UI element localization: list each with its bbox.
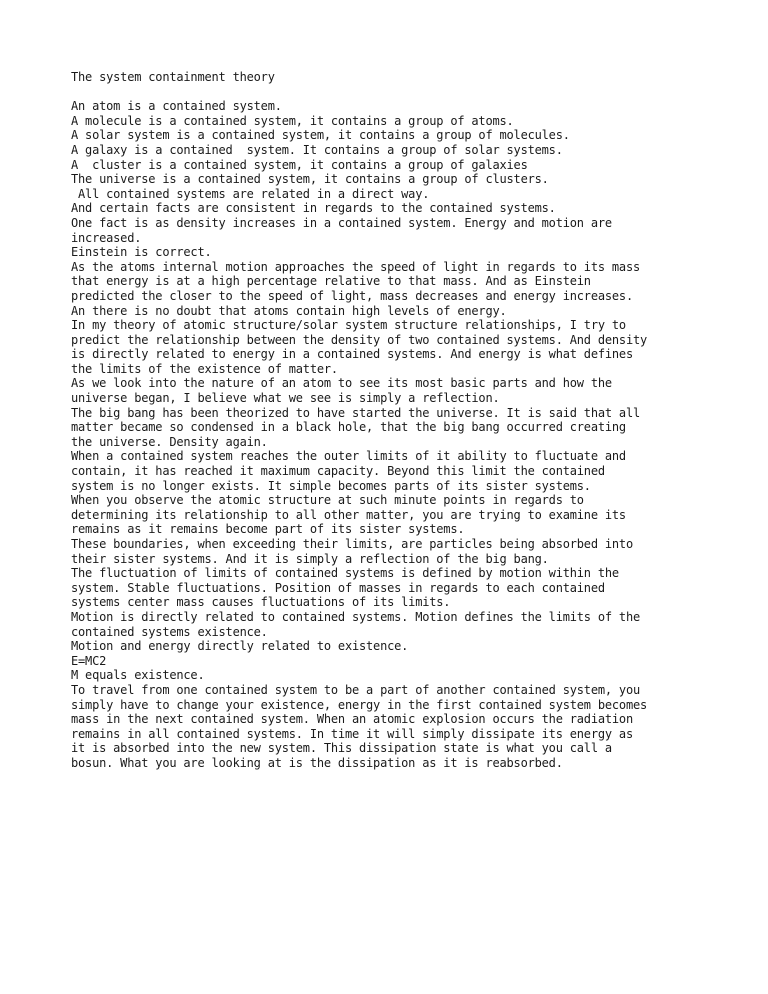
text-line: All contained systems are related in a direct way.	[71, 186, 430, 201]
text-line: The big bang has been theorized to have started the universe. It is said that all	[71, 405, 640, 420]
text-line: that energy is at a high percentage relative to that mass. And as Einstein	[71, 274, 591, 289]
text-line: When a contained system reaches the outer limits of it ability to fluctuate and	[71, 449, 626, 464]
text-line: the limits of the existence of matter.	[71, 361, 338, 376]
text-line: is directly related to energy in a contained systems. And energy is what defines	[71, 347, 633, 362]
text-line: universe began, I believe what we see is simply a reflection.	[71, 391, 500, 406]
text-line: remains as it remains become part of its sister systems.	[71, 522, 465, 537]
text-line: remains in all contained systems. In time it will simply dissipate its energy as	[71, 726, 633, 741]
text-line: The fluctuation of limits of contained systems is defined by motion within the	[71, 566, 619, 581]
text-line: And certain facts are consistent in regards to the contained systems.	[71, 201, 556, 216]
text-line: predict the relationship between the density of two contained systems. And density	[71, 332, 648, 347]
text-line: One fact is as density increases in a contained system. Energy and motion are	[71, 215, 612, 230]
text-line: simply have to change your existence, energy in the first contained system becomes	[71, 697, 648, 712]
text-line: An atom is a contained system.	[71, 99, 282, 114]
text-line: These boundaries, when exceeding their limits, are particles being absorbed into	[71, 537, 633, 551]
text-line: Motion and energy directly related to existence.	[71, 639, 409, 654]
text-line: contained systems existence.	[71, 624, 268, 639]
document-body	[71, 70, 711, 771]
text-line: M equals existence.	[71, 668, 205, 683]
text-line: contain, it has reached it maximum capacity. Beyond this limit the contained	[71, 464, 605, 479]
text-line: their sister systems. And it is simply a reflection of the big bang.	[71, 551, 549, 566]
text-line: predicted the closer to the speed of light, mass decreases and energy increases.	[71, 288, 633, 303]
text-line: it is absorbed into the new system. This dissipation state is what you call a	[71, 741, 612, 756]
text-line: system. Stable fluctuations. Position of masses in regards to each contained	[71, 580, 605, 595]
text-line: To travel from one contained system to be a part of another contained system, you	[71, 682, 640, 697]
text-line: increased.	[71, 230, 142, 245]
text-line: A cluster is a contained system, it contains a group of galaxies	[71, 157, 528, 172]
text-line: E=MC2	[71, 653, 107, 668]
text-line: The universe is a contained system, it contains a group of clusters.	[71, 172, 549, 187]
text-line: system is no longer exists. It simple becomes parts of its sister systems.	[71, 478, 591, 493]
text-line: A molecule is a contained system, it contains a group of atoms.	[71, 113, 514, 128]
text-line: matter became so condensed in a black hole, that the big bang occurred creating	[71, 420, 626, 435]
blank-line	[71, 85, 711, 100]
text-line: mass in the next contained system. When an atomic explosion occurs the radiation	[71, 712, 633, 727]
text-line: A galaxy is a contained system. It contains a group of solar systems.	[71, 142, 563, 157]
text-line: As the atoms internal motion approaches the speed of light in regards to its mass	[71, 259, 640, 274]
text-line: In my theory of atomic structure/solar system structure relationships, I try to	[71, 318, 626, 333]
text-line: An there is no doubt that atoms contain high levels of energy.	[71, 303, 507, 318]
document-title: The system containment theory	[71, 70, 275, 84]
text-line: When you observe the atomic structure at such minute points in regards to	[71, 493, 584, 508]
text-line: As we look into the nature of an atom to see its most basic parts and how the	[71, 376, 612, 391]
text-line: Motion is directly related to contained systems. Motion defines the limits of the	[71, 609, 640, 624]
text-line: determining its relationship to all other matter, you are trying to examine its	[71, 507, 626, 522]
text-line: bosun. What you are looking at is the dissipation as it is reabsorbed.	[71, 755, 563, 770]
text-line: systems center mass causes fluctuations of its limits.	[71, 595, 451, 610]
text-line: A solar system is a contained system, it contains a group of molecules.	[71, 128, 570, 143]
text-line: Einstein is correct.	[71, 245, 212, 260]
text-line: the universe. Density again.	[71, 434, 268, 449]
